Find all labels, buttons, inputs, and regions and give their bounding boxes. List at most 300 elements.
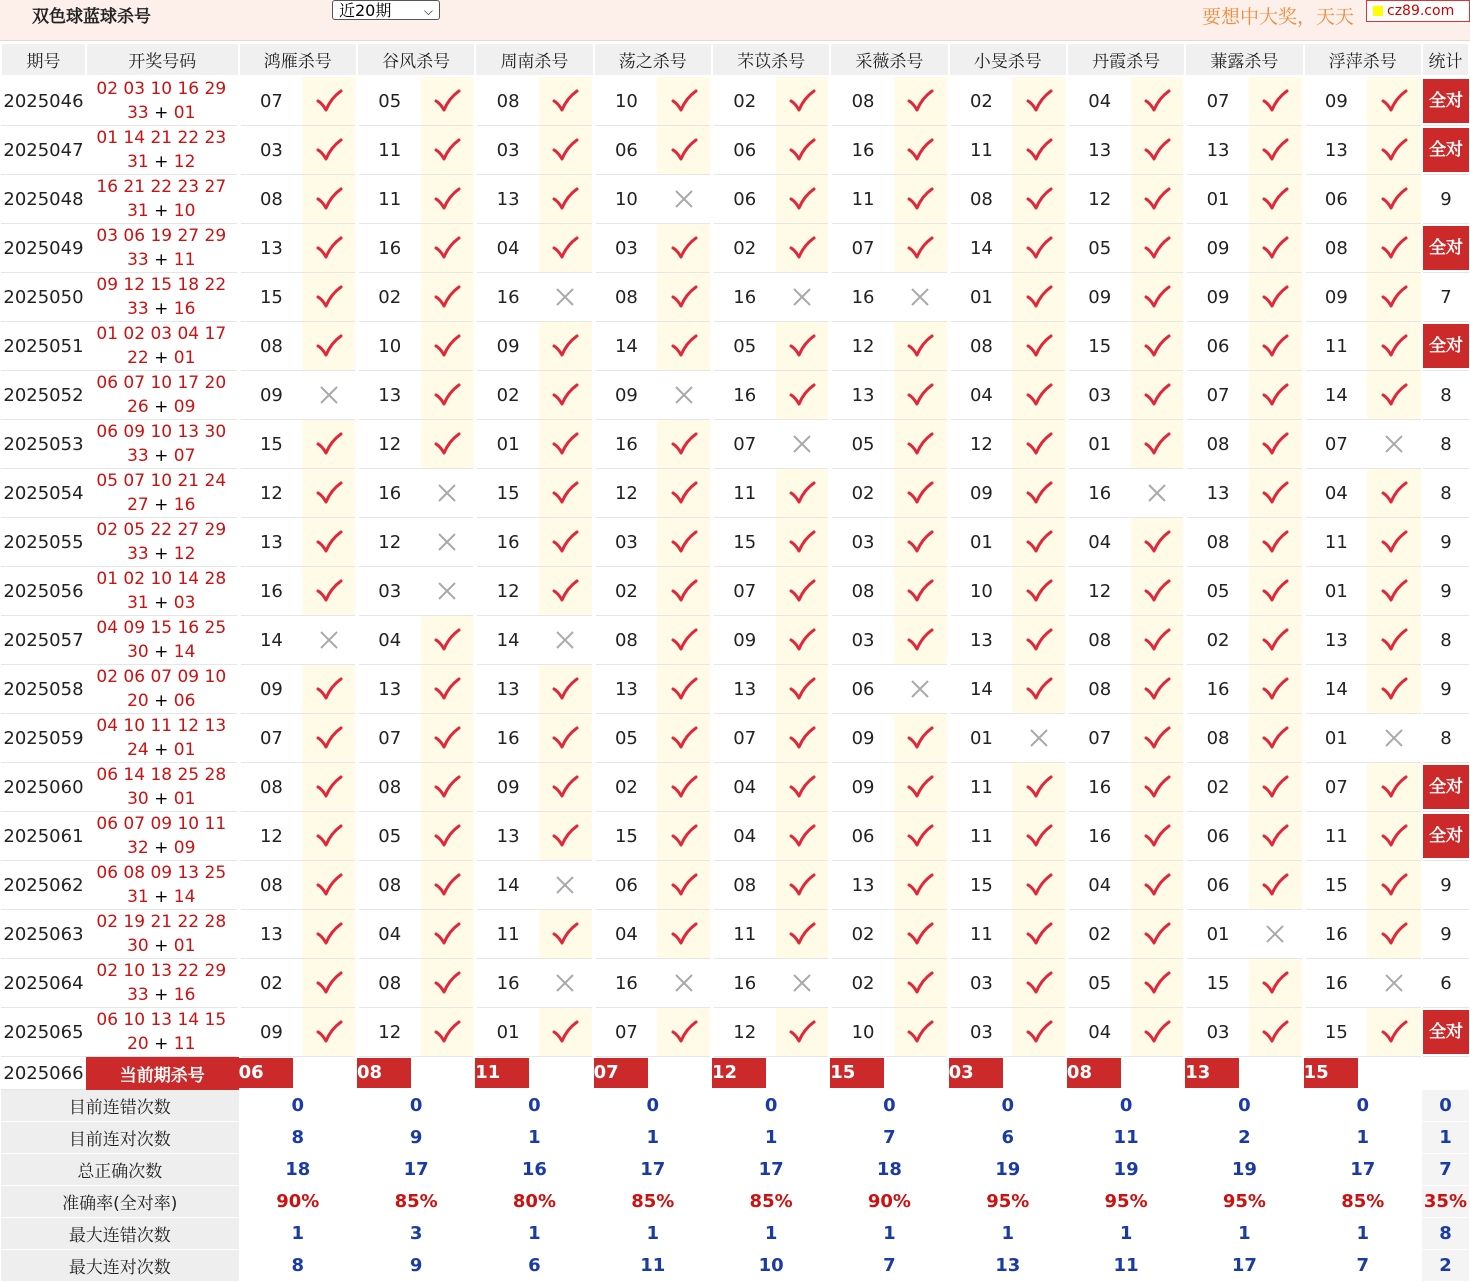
draw-numbers (86, 763, 239, 812)
hit-mark (1131, 763, 1186, 812)
blue-ball: 11 (173, 250, 196, 270)
kill-number: 09 (830, 763, 894, 812)
hit-mark (657, 567, 712, 616)
kill-number: 16 (830, 273, 894, 322)
check-icon (788, 382, 816, 408)
cross-icon (436, 482, 458, 504)
hit-mark (894, 861, 949, 910)
hit-mark (1249, 812, 1304, 861)
check-icon (551, 88, 579, 114)
kill-number: 08 (712, 861, 776, 910)
kill-number: 07 (830, 224, 894, 273)
check-icon (1380, 823, 1408, 849)
kill-number: 04 (357, 616, 421, 665)
kill-number: 16 (357, 224, 421, 273)
check-icon (1143, 823, 1171, 849)
period-cell: 2025048 (1, 175, 86, 224)
hit-mark (539, 910, 594, 959)
kill-number: 01 (1185, 910, 1249, 959)
summary-value: 1 (594, 1122, 712, 1154)
check-icon (788, 823, 816, 849)
miss-mark (1131, 469, 1186, 518)
check-icon (1025, 284, 1053, 310)
check-icon (1261, 1019, 1289, 1045)
check-icon (315, 725, 343, 751)
check-icon (1380, 774, 1408, 800)
kill-number: 05 (357, 76, 421, 126)
blue-ball: 06 (173, 691, 196, 711)
kill-number: 09 (1304, 76, 1368, 126)
cross-icon (554, 972, 576, 994)
col-expert: 丹霞杀号 (1067, 43, 1185, 76)
kill-number: 07 (712, 420, 776, 469)
miss-mark (539, 959, 594, 1008)
period-cell: 2025060 (1, 763, 86, 812)
hit-mark (1131, 273, 1186, 322)
draw-numbers (86, 469, 239, 518)
hit-mark (1367, 175, 1422, 224)
kill-number: 02 (712, 224, 776, 273)
hit-mark (657, 322, 712, 371)
hit-mark (539, 469, 594, 518)
cross-icon (554, 874, 576, 896)
kill-number: 01 (949, 273, 1013, 322)
summary-value: 0 (1185, 1090, 1303, 1122)
plus-sign: + (148, 1034, 174, 1054)
hit-mark (894, 224, 949, 273)
hit-mark (657, 763, 712, 812)
kill-number: 12 (357, 420, 421, 469)
kill-number: 10 (594, 175, 658, 224)
miss-mark (776, 273, 831, 322)
check-icon (906, 235, 934, 261)
red-balls: 06 07 09 10 11 (96, 814, 227, 834)
hit-mark (1131, 76, 1186, 126)
plus-sign: + (148, 348, 174, 368)
period-cell: 2025061 (1, 812, 86, 861)
kill-number: 11 (357, 175, 421, 224)
hit-mark (1012, 910, 1067, 959)
check-icon (433, 676, 461, 702)
red-balls: 02 03 10 16 29 (96, 79, 227, 99)
current-kill-cell (239, 1057, 357, 1090)
hit-mark (539, 665, 594, 714)
kill-number: 13 (475, 175, 539, 224)
tail-red-ball: 33 (127, 446, 149, 466)
check-icon (315, 137, 343, 163)
hit-mark (894, 420, 949, 469)
kill-number: 09 (1185, 273, 1249, 322)
summary-value: 10 (712, 1250, 830, 1282)
check-icon (551, 921, 579, 947)
period-cell: 2025050 (1, 273, 86, 322)
kill-number: 05 (594, 714, 658, 763)
current-kill-number: 06 (239, 1058, 293, 1088)
kill-number: 12 (475, 567, 539, 616)
hit-mark (776, 224, 831, 273)
kill-number: 09 (1185, 224, 1249, 273)
check-icon (670, 88, 698, 114)
draw-numbers (86, 371, 239, 420)
hit-mark (776, 910, 831, 959)
draw-line-2 (86, 640, 237, 664)
check-icon (670, 774, 698, 800)
check-icon (551, 235, 579, 261)
hit-mark (1249, 273, 1304, 322)
check-icon (433, 431, 461, 457)
tail-red-ball: 33 (127, 103, 149, 123)
kill-number: 07 (357, 714, 421, 763)
check-icon (670, 578, 698, 604)
check-icon (1143, 970, 1171, 996)
stat-cell (1422, 812, 1469, 861)
cross-icon (1383, 433, 1405, 455)
tail-red-ball: 31 (127, 593, 149, 613)
summary-value: 0 (949, 1090, 1067, 1122)
hit-mark (894, 812, 949, 861)
kill-number: 15 (1304, 1008, 1368, 1057)
plus-sign: + (148, 936, 174, 956)
check-icon (1380, 921, 1408, 947)
kill-number: 09 (239, 665, 303, 714)
period-cell: 2025051 (1, 322, 86, 371)
summary-value: 1 (594, 1218, 712, 1250)
hit-mark (1367, 1008, 1422, 1057)
check-icon (315, 186, 343, 212)
summary-value: 7 (830, 1250, 948, 1282)
hit-mark (421, 763, 476, 812)
check-icon (788, 774, 816, 800)
cross-icon (791, 433, 813, 455)
check-icon (1025, 627, 1053, 653)
kill-number: 11 (949, 763, 1013, 812)
kill-number: 05 (1067, 959, 1131, 1008)
stat-cell: 6 (1422, 959, 1469, 1008)
hit-mark (657, 126, 712, 175)
kill-number: 06 (1185, 322, 1249, 371)
table-row (1, 224, 1469, 273)
kill-number: 04 (594, 910, 658, 959)
check-icon (1143, 627, 1171, 653)
summary-value: 1 (1067, 1218, 1185, 1250)
hit-mark (776, 175, 831, 224)
hit-mark (1012, 616, 1067, 665)
kill-number: 02 (357, 273, 421, 322)
cross-icon (318, 629, 340, 651)
hit-mark (1131, 518, 1186, 567)
kill-number: 08 (239, 175, 303, 224)
col-expert: 鸿雁杀号 (239, 43, 357, 76)
kill-number: 16 (475, 273, 539, 322)
current-kill-number: 11 (475, 1058, 529, 1088)
period-cell: 2025065 (1, 1008, 86, 1057)
miss-mark (421, 567, 476, 616)
tail-red-ball: 31 (127, 201, 149, 221)
current-kill-number: 08 (357, 1058, 411, 1088)
summary-label: 最大连对次数 (1, 1250, 239, 1282)
kill-number: 13 (594, 665, 658, 714)
kill-number: 02 (1185, 616, 1249, 665)
period-select-value: 近20期 (339, 1, 392, 20)
miss-mark (421, 469, 476, 518)
kill-number: 14 (239, 616, 303, 665)
check-icon (551, 578, 579, 604)
kill-number: 14 (1304, 371, 1368, 420)
period-cell: 2025064 (1, 959, 86, 1008)
kill-number: 08 (239, 763, 303, 812)
kill-number: 13 (1185, 126, 1249, 175)
kill-number: 11 (949, 126, 1013, 175)
summary-value: 17 (1185, 1250, 1303, 1282)
summary-row (1, 1186, 1469, 1218)
draw-line-2 (86, 493, 237, 517)
current-kill-cell (357, 1057, 475, 1090)
current-kill-label: 当前期杀号 (86, 1057, 239, 1090)
kill-number: 02 (239, 959, 303, 1008)
col-expert: 周南杀号 (475, 43, 593, 76)
check-icon (906, 872, 934, 898)
tail-red-ball: 33 (127, 544, 149, 564)
summary-stat: 8 (1422, 1218, 1469, 1250)
hit-mark (1249, 420, 1304, 469)
check-icon (433, 284, 461, 310)
hit-mark (421, 959, 476, 1008)
kill-number: 12 (239, 469, 303, 518)
draw-line-2 (86, 297, 237, 321)
summary-value: 1 (1185, 1218, 1303, 1250)
summary-value: 8 (239, 1122, 357, 1154)
period-cell: 2025058 (1, 665, 86, 714)
hit-mark (302, 126, 357, 175)
hit-mark (657, 76, 712, 126)
check-icon (315, 872, 343, 898)
hit-mark (1131, 420, 1186, 469)
summary-value: 1 (1304, 1218, 1422, 1250)
table-row (1, 273, 1469, 322)
hit-mark (1131, 959, 1186, 1008)
check-icon (1261, 529, 1289, 555)
check-icon (788, 186, 816, 212)
plus-sign: + (148, 201, 174, 221)
kill-number: 08 (594, 616, 658, 665)
kill-number: 01 (949, 518, 1013, 567)
kill-number: 02 (1067, 910, 1131, 959)
kill-number: 13 (357, 665, 421, 714)
check-icon (1261, 627, 1289, 653)
check-icon (433, 970, 461, 996)
hit-mark (539, 175, 594, 224)
check-icon (1261, 235, 1289, 261)
check-icon (433, 725, 461, 751)
kill-number: 04 (475, 224, 539, 273)
hit-mark (302, 910, 357, 959)
hit-mark (302, 224, 357, 273)
hit-mark (302, 861, 357, 910)
hit-mark (539, 126, 594, 175)
check-icon (433, 823, 461, 849)
check-icon (433, 921, 461, 947)
kill-number: 12 (712, 1008, 776, 1057)
tail-red-ball: 33 (127, 250, 149, 270)
hit-mark (1012, 175, 1067, 224)
summary-value: 9 (357, 1122, 475, 1154)
check-icon (433, 186, 461, 212)
hit-mark (421, 76, 476, 126)
summary-stat: 0 (1422, 1090, 1469, 1122)
table-row (1, 665, 1469, 714)
cross-icon (673, 188, 695, 210)
kill-number: 16 (357, 469, 421, 518)
miss-mark (657, 959, 712, 1008)
check-icon (551, 529, 579, 555)
check-icon (1025, 235, 1053, 261)
draw-numbers (86, 959, 239, 1008)
table-row (1, 371, 1469, 420)
summary-value: 17 (594, 1154, 712, 1186)
kill-number: 15 (1185, 959, 1249, 1008)
kill-number: 15 (239, 420, 303, 469)
cross-icon (436, 580, 458, 602)
kill-number: 02 (830, 910, 894, 959)
hit-mark (421, 126, 476, 175)
summary-value: 0 (830, 1090, 948, 1122)
period-cell: 2025049 (1, 224, 86, 273)
kill-number: 04 (1067, 1008, 1131, 1057)
hit-mark (657, 616, 712, 665)
draw-line-2 (86, 934, 237, 958)
site-logo[interactable] (1366, 0, 1470, 22)
hit-mark (1249, 371, 1304, 420)
tail-red-ball: 33 (127, 299, 149, 319)
hit-mark (421, 665, 476, 714)
kill-number: 16 (712, 959, 776, 1008)
check-icon (1143, 578, 1171, 604)
summary-value: 80% (475, 1186, 593, 1218)
all-correct-badge: 全对 (1423, 814, 1469, 858)
hit-mark (302, 76, 357, 126)
blue-ball: 09 (173, 397, 196, 417)
hit-mark (302, 518, 357, 567)
kill-number: 12 (1067, 567, 1131, 616)
all-correct-badge: 全对 (1423, 226, 1469, 270)
red-balls: 02 10 13 22 29 (96, 961, 227, 981)
all-correct-badge: 全对 (1423, 1010, 1469, 1054)
miss-mark (657, 175, 712, 224)
plus-sign: + (148, 299, 174, 319)
hit-mark (1367, 126, 1422, 175)
kill-number: 09 (830, 714, 894, 763)
kill-number: 13 (1185, 469, 1249, 518)
kill-number: 12 (830, 322, 894, 371)
current-kill-cell (1067, 1057, 1185, 1090)
current-kill-row (1, 1057, 1469, 1090)
all-correct-badge: 全对 (1423, 324, 1469, 368)
hit-mark (1012, 959, 1067, 1008)
period-cell: 2025055 (1, 518, 86, 567)
check-icon (670, 137, 698, 163)
draw-line-2 (86, 101, 237, 125)
kill-number: 16 (830, 126, 894, 175)
kill-number: 02 (475, 371, 539, 420)
stat-cell: 8 (1422, 420, 1469, 469)
kill-number: 11 (949, 910, 1013, 959)
kill-number: 02 (594, 763, 658, 812)
hit-mark (421, 420, 476, 469)
check-icon (1025, 872, 1053, 898)
period-cell: 2025063 (1, 910, 86, 959)
hit-mark (657, 469, 712, 518)
check-icon (1025, 676, 1053, 702)
table-row (1, 126, 1469, 175)
red-balls: 02 05 22 27 29 (96, 520, 227, 540)
kill-number: 09 (239, 371, 303, 420)
col-period: 期号 (1, 43, 86, 76)
check-icon (1261, 676, 1289, 702)
table-row (1, 959, 1469, 1008)
hit-mark (657, 861, 712, 910)
table-row (1, 1008, 1469, 1057)
check-icon (906, 529, 934, 555)
check-icon (551, 774, 579, 800)
hit-mark (1249, 763, 1304, 812)
check-icon (670, 284, 698, 310)
kill-number: 11 (475, 910, 539, 959)
kill-number: 03 (475, 126, 539, 175)
logo-square-icon (1373, 6, 1383, 16)
hit-mark (894, 714, 949, 763)
kill-number: 08 (1067, 616, 1131, 665)
plus-sign: + (148, 887, 174, 907)
kill-number: 07 (1185, 371, 1249, 420)
kill-number: 14 (594, 322, 658, 371)
kill-number: 02 (1185, 763, 1249, 812)
kill-number: 06 (830, 812, 894, 861)
plus-sign: + (148, 789, 174, 809)
check-icon (788, 921, 816, 947)
kill-number: 13 (239, 518, 303, 567)
red-balls: 01 02 03 04 17 (96, 324, 227, 344)
current-period: 2025066 (1, 1057, 86, 1090)
tail-red-ball: 31 (127, 887, 149, 907)
kill-number: 16 (239, 567, 303, 616)
cross-icon (791, 972, 813, 994)
hit-mark (1131, 665, 1186, 714)
check-icon (906, 823, 934, 849)
blue-ball: 07 (173, 446, 196, 466)
kill-number: 06 (712, 175, 776, 224)
kill-number: 07 (712, 567, 776, 616)
kill-number: 04 (712, 812, 776, 861)
hit-mark (421, 224, 476, 273)
hit-mark (1131, 861, 1186, 910)
hit-mark (776, 322, 831, 371)
hit-mark (1012, 224, 1067, 273)
check-icon (1143, 333, 1171, 359)
hit-mark (894, 76, 949, 126)
summary-value: 1 (1304, 1122, 1422, 1154)
summary-value: 0 (475, 1090, 593, 1122)
draw-line-2 (86, 591, 237, 615)
kill-number: 05 (357, 812, 421, 861)
kill-number: 09 (475, 322, 539, 371)
kill-number: 13 (475, 812, 539, 861)
summary-value: 19 (949, 1154, 1067, 1186)
period-select[interactable] (332, 0, 440, 20)
kill-number: 09 (1304, 273, 1368, 322)
kill-number: 02 (712, 76, 776, 126)
check-icon (1025, 382, 1053, 408)
check-icon (906, 431, 934, 457)
